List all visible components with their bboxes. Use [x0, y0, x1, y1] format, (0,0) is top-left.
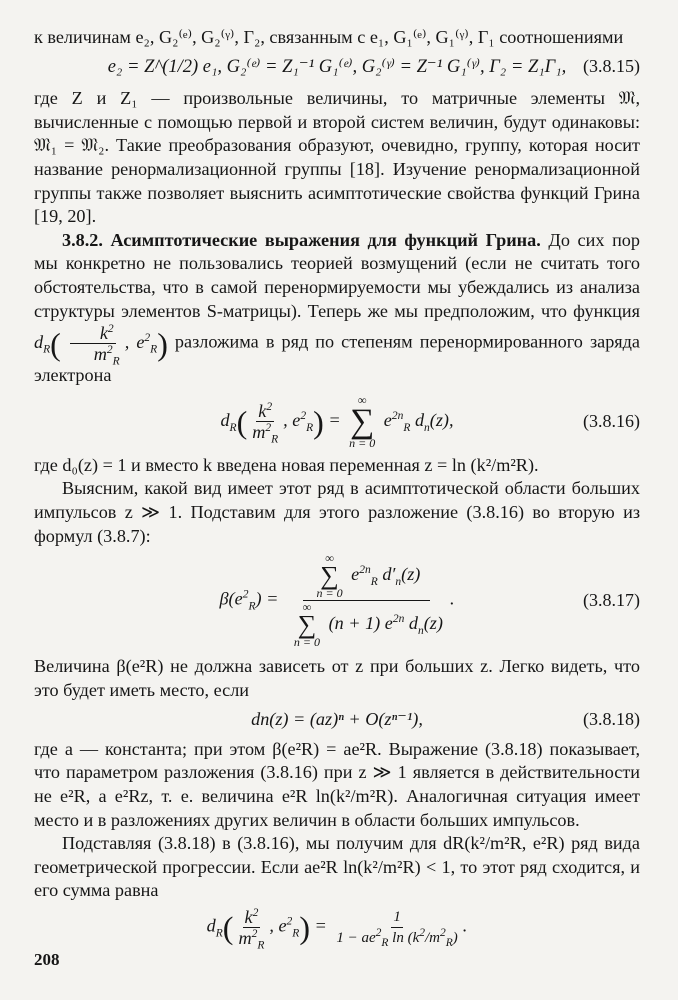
paragraph-beta-independence: Величина β(e²R) не должна зависеть от z при больших z. Легко видеть, что это будет иметь место, если	[34, 656, 640, 700]
paragraph-geometric-series: Подставляя (3.8.18) в (3.8.16), мы получим для dR(k²/m²R, e²R) ряд вида геометрической прогрессии. Если ae²R ln(k²/m²R) < 1, то этот ряд сходится, и его сумма равна	[34, 833, 640, 901]
equation-number: (3.8.18)	[583, 709, 640, 730]
equation-geometric-sum-body: $d_R$( $\frac{k^2}{m^2_R}$ , $e^2_R$) = $\frac{1}{1 - ae^2_R \ln (k^2/m^2_R)}$ .	[206, 906, 468, 952]
equation-geometric-sum	[34, 906, 640, 952]
equation-3-8-18	[34, 708, 640, 732]
equation-3-8-15-body: e₂ = Z^(1/2) e₁, G₂⁽ᵉ⁾ = Z₁⁻¹ G₁⁽ᵉ⁾, G₂⁽ᵞ⁾ = Z⁻¹ G₁⁽ᵞ⁾, Γ₂ = Z₁Γ₁,	[107, 56, 567, 77]
equation-3-8-18-body: dn(z) = (az)ⁿ + O(zⁿ⁻¹),	[251, 709, 423, 730]
paragraph-asymptotic: Выясним, какой вид имеет этот ряд в асимптотической области больших импульсов z ≫ 1. Подставим для этого разложение (3.8.16) во вторую из формул (3.8.7):	[34, 478, 640, 546]
paragraph-renormalization-group: где Z и Z₁ — произвольные величины, то матричные элементы 𝔐, вычисленные с помощью первой и второй систем величин, будут одинаковы: 𝔐₁ = 𝔐₂. Такие преобразования образуют, очевидно, группу, которая носит название ренормализационной группы [18]. Изучение ренормализационной группы также позволяет выяснить асимптотические свойства функций Грина [19, 20].	[34, 88, 640, 227]
page-number: 208	[34, 950, 60, 969]
equation-3-8-17-body: $\beta(e^2_R)$ = ∞ ∑ n = 0 $e^{2n}_R$ $d'_n(z)$ ∞ ∑ n = 0 (n + 1) $e^{2n}$ $d_n(z)$ .	[219, 551, 455, 650]
equation-3-8-16-body: $d_R$( $\frac{k^2}{m^2_R}$ , $e^2_R$) = ∞ ∑ n = 0 $e^{2n}_R$ $d_n(z)$,	[220, 392, 454, 450]
equation-number: (3.8.15)	[583, 56, 640, 77]
section-heading: 3.8.2. Асимптотические выражения для функций Грина.	[62, 229, 541, 250]
paragraph-text: разложима в ряд по степеням перенормированного заряда электрона	[34, 331, 640, 386]
paragraph-intro: к величинам e₂, G₂⁽ᵉ⁾, G₂⁽ᵞ⁾, Γ₂, связанным с e₁, G₁⁽ᵉ⁾, G₁⁽ᵞ⁾, Γ₁ соотношениями	[34, 27, 624, 47]
equation-number: (3.8.16)	[583, 410, 640, 431]
paragraph-expansion-parameter: где a — константа; при этом β(e²R) = ae²R. Выражение (3.8.18) показывает, что параметром разложения (3.8.16) при z ≫ 1 является в действительности не e²R, а e²Rz, т. е. величина e²R ln(k²/m²R). Аналогичная ситуация имеет место и в разложениях других величин в области больших импульсов.	[34, 738, 640, 830]
equation-number: (3.8.17)	[583, 589, 640, 610]
inline-formula-dR: $d_R$( $\frac{k^2}{m^2_R}$ , $e^2_R$)	[34, 323, 168, 368]
equation-3-8-17	[34, 552, 640, 649]
equation-3-8-16	[34, 394, 640, 450]
paragraph-section-3-8-2	[34, 229, 640, 388]
paragraph-new-variable: где d₀(z) = 1 и вместо k введена новая переменная z = ln (k²/m²R).	[34, 454, 539, 475]
paragraph-text: До сих пор мы конкретно не пользовались теорией возмущений (если не считать того обстоятельства, что в самой перенормируемости мы убеждались из анализа структуры элементов S-матрицы). Теперь же мы предположим, что функция	[34, 229, 640, 321]
equation-3-8-15	[34, 56, 640, 80]
